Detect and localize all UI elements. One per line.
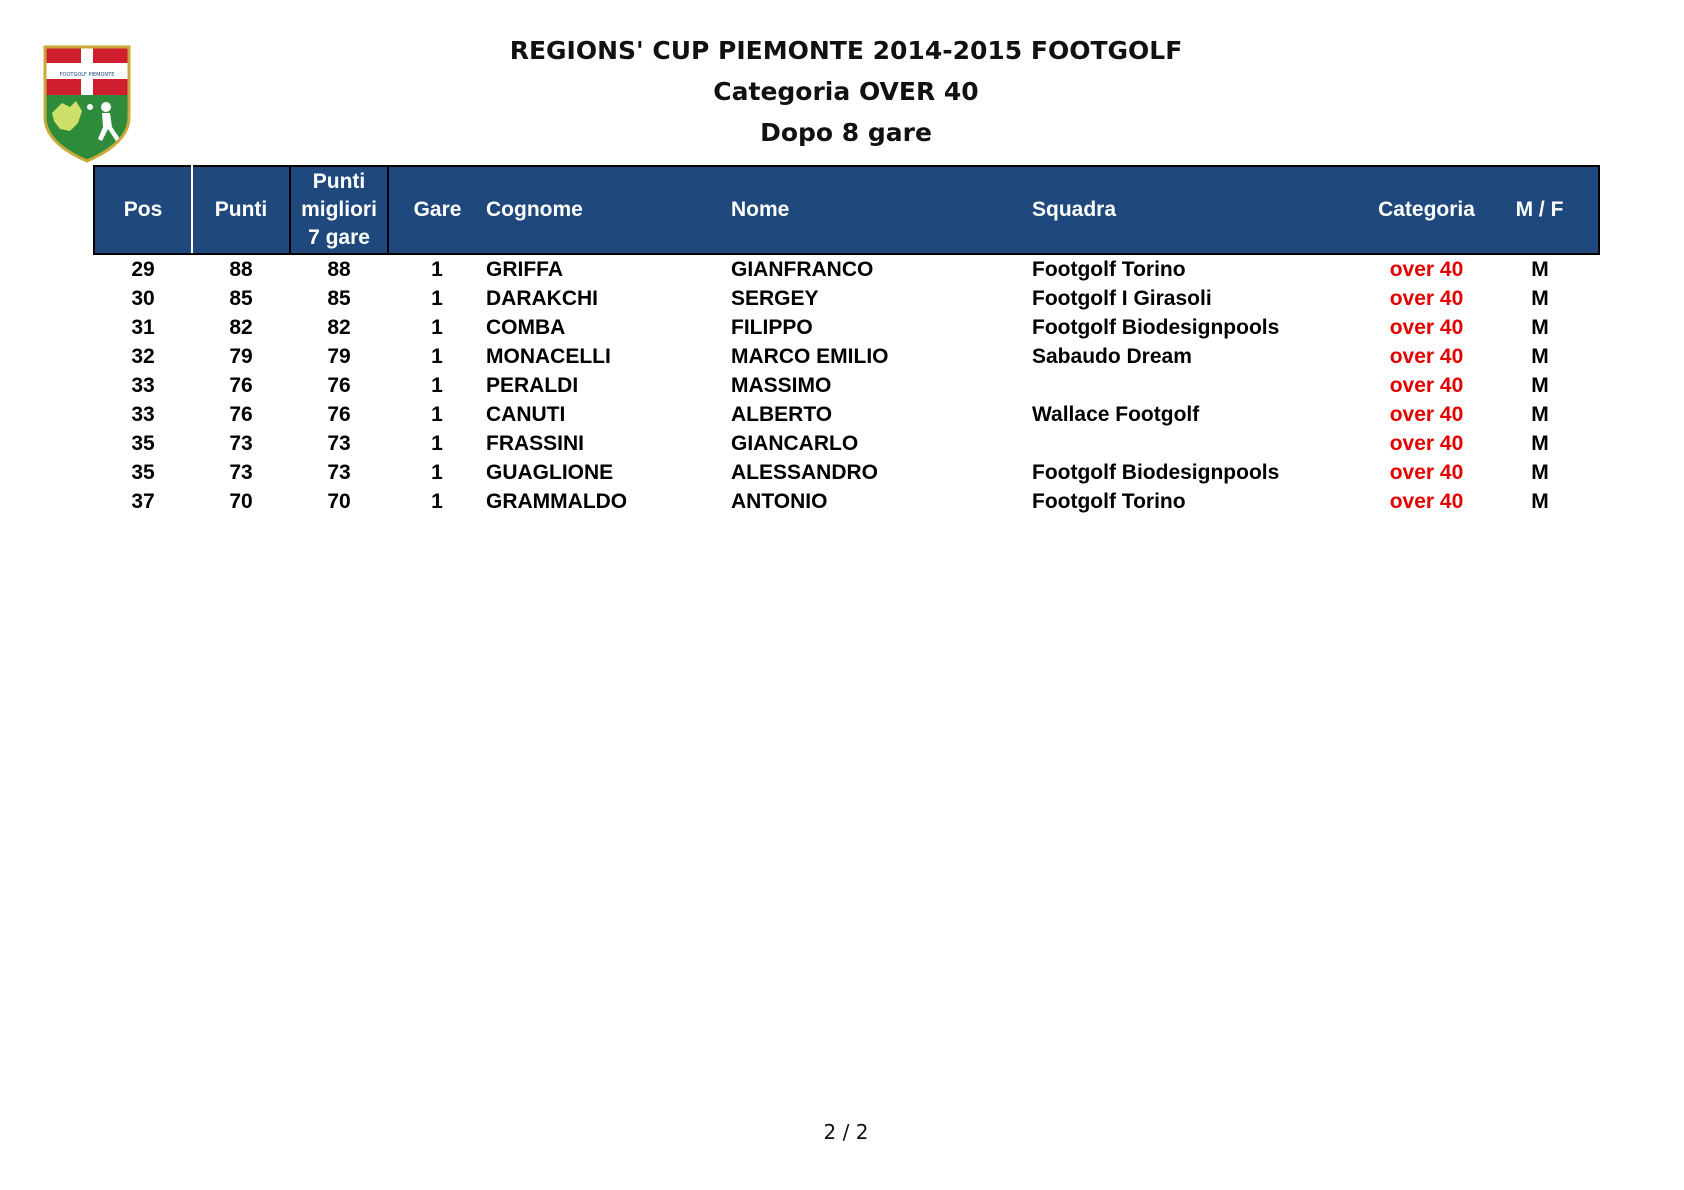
cell-punti-migliori: 70: [327, 490, 351, 513]
col-header-categoria: Categoria: [1372, 166, 1481, 254]
cell-pos: 30: [131, 287, 155, 310]
cell-punti-migliori: 76: [327, 374, 351, 397]
cell-cognome: COMBA: [486, 316, 566, 339]
cell-mf: M: [1531, 432, 1549, 455]
cell-punti: 73: [229, 432, 253, 455]
cell-pos: 33: [131, 403, 155, 426]
cell-nome: GIANFRANCO: [731, 258, 874, 281]
cell-squadra: [1032, 371, 1372, 400]
cell-cognome: GRAMMALDO: [486, 490, 628, 513]
table-row: [94, 313, 1599, 342]
cell-nome: MASSIMO: [731, 374, 832, 397]
cell-nome: ALBERTO: [731, 403, 833, 426]
cell-gare: 1: [431, 432, 443, 455]
cell-pos: 33: [131, 374, 155, 397]
col-header-punti-migliori-line2: migliori: [301, 198, 377, 221]
cell-categoria: over 40: [1389, 432, 1464, 455]
col-header-punti-migliori-line3: 7 gare: [308, 226, 370, 249]
cell-gare: 1: [431, 490, 443, 513]
table-header-row: [94, 166, 1599, 254]
cell-squadra: [1032, 429, 1372, 458]
col-header-mf: M / F: [1481, 166, 1599, 254]
cell-mf: M: [1531, 287, 1549, 310]
category-title: Categoria OVER 40: [713, 77, 979, 106]
col-header-punti-migliori-line1: Punti: [312, 170, 366, 193]
cell-cognome: GRIFFA: [486, 258, 563, 281]
col-header-nome: Nome: [731, 166, 1032, 254]
col-header-punti-migliori: [290, 166, 388, 254]
cell-gare: 1: [431, 258, 443, 281]
cell-nome: FILIPPO: [731, 316, 813, 339]
col-header-squadra: Squadra: [1032, 166, 1372, 254]
cell-punti-migliori: 73: [327, 461, 351, 484]
cell-punti: 79: [229, 345, 253, 368]
cell-punti: 76: [229, 403, 253, 426]
cell-categoria: over 40: [1389, 403, 1464, 426]
cell-categoria: over 40: [1389, 316, 1464, 339]
table-row: [94, 458, 1599, 487]
cell-cognome: CANUTI: [486, 403, 566, 426]
cell-mf: M: [1531, 316, 1549, 339]
cell-squadra: Footgolf Torino: [1032, 490, 1186, 513]
cell-mf: M: [1531, 403, 1549, 426]
cell-nome: SERGEY: [731, 287, 819, 310]
cell-categoria: over 40: [1389, 461, 1464, 484]
cell-punti: 82: [229, 316, 253, 339]
cell-pos: 35: [131, 432, 155, 455]
page-number: 2 / 2: [823, 1120, 869, 1144]
cell-pos: 32: [131, 345, 155, 368]
col-header-punti: Punti: [192, 166, 290, 254]
cell-mf: M: [1531, 461, 1549, 484]
races-subtitle: Dopo 8 gare: [760, 118, 932, 147]
cell-gare: 1: [431, 403, 443, 426]
cell-punti-migliori: 85: [327, 287, 351, 310]
cell-mf: M: [1531, 490, 1549, 513]
cell-mf: M: [1531, 258, 1549, 281]
col-header-cognome: Cognome: [486, 166, 731, 254]
cell-cognome: PERALDI: [486, 374, 579, 397]
cell-punti-migliori: 73: [327, 432, 351, 455]
cell-nome: MARCO EMILIO: [731, 345, 889, 368]
cell-cognome: MONACELLI: [486, 345, 611, 368]
cell-gare: 1: [431, 374, 443, 397]
standings-table: [93, 165, 1600, 516]
cell-squadra: Sabaudo Dream: [1032, 345, 1192, 368]
col-header-pos: Pos: [94, 166, 192, 254]
cell-punti: 85: [229, 287, 253, 310]
table-row: [94, 371, 1599, 400]
cell-categoria: over 40: [1389, 345, 1464, 368]
cell-gare: 1: [431, 461, 443, 484]
cell-punti: 70: [229, 490, 253, 513]
cell-gare: 1: [431, 345, 443, 368]
cell-mf: M: [1531, 374, 1549, 397]
cell-nome: ANTONIO: [731, 490, 828, 513]
cell-punti: 76: [229, 374, 253, 397]
cell-punti-migliori: 79: [327, 345, 351, 368]
cell-mf: M: [1531, 345, 1549, 368]
cell-pos: 29: [131, 258, 155, 281]
cell-squadra: Footgolf Biodesignpools: [1032, 461, 1280, 484]
cell-punti: 88: [229, 258, 253, 281]
cell-squadra: Footgolf Biodesignpools: [1032, 316, 1280, 339]
cell-nome: ALESSANDRO: [731, 461, 879, 484]
cell-squadra: Footgolf Torino: [1032, 258, 1186, 281]
cell-squadra: Wallace Footgolf: [1032, 403, 1200, 426]
cell-cognome: FRASSINI: [486, 432, 585, 455]
cell-cognome: DARAKCHI: [486, 287, 598, 310]
document-title: REGIONS' CUP PIEMONTE 2014-2015 FOOTGOLF: [509, 36, 1183, 65]
cell-punti: 73: [229, 461, 253, 484]
cell-gare: 1: [431, 287, 443, 310]
cell-categoria: over 40: [1389, 374, 1464, 397]
document-header: [0, 30, 1684, 153]
cell-gare: 1: [431, 316, 443, 339]
cell-punti-migliori: 76: [327, 403, 351, 426]
col-header-gare: Gare: [388, 166, 486, 254]
cell-punti-migliori: 88: [327, 258, 351, 281]
cell-squadra: Footgolf I Girasoli: [1032, 287, 1212, 310]
cell-categoria: over 40: [1389, 490, 1464, 513]
table-row: [94, 284, 1599, 313]
cell-categoria: over 40: [1389, 258, 1464, 281]
cell-pos: 37: [131, 490, 155, 513]
cell-cognome: GUAGLIONE: [486, 461, 614, 484]
cell-pos: 35: [131, 461, 155, 484]
cell-categoria: over 40: [1389, 287, 1464, 310]
cell-punti-migliori: 82: [327, 316, 351, 339]
cell-nome: GIANCARLO: [731, 432, 859, 455]
table-row: [94, 342, 1599, 371]
cell-pos: 31: [131, 316, 155, 339]
svg-text:FOOTGOLF PIEMONTE: FOOTGOLF PIEMONTE: [59, 72, 115, 78]
table-row: [94, 487, 1599, 516]
table-row: [94, 254, 1599, 284]
table-row: [94, 400, 1599, 429]
table-row: [94, 429, 1599, 458]
